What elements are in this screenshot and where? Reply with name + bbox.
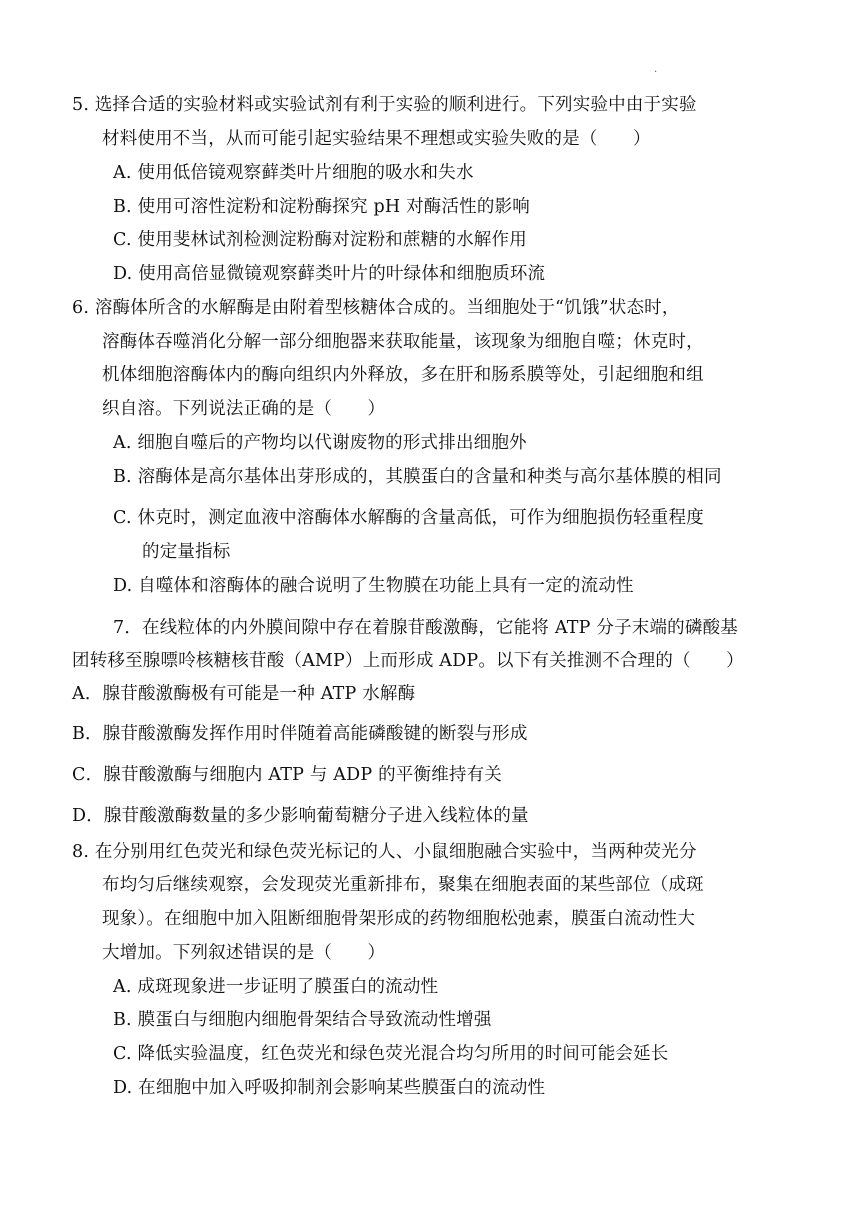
option-d: D．腺苷酸激酶数量的多少影响葡萄糖分子进入线粒体的量 — [72, 806, 529, 826]
option-c: C. 使用斐林试剂检测淀粉酶对淀粉和蔗糖的水解作用 — [113, 230, 527, 250]
option-b: B. 膜蛋白与细胞内细胞骨架结合导致流动性增强 — [113, 1010, 492, 1030]
option-d: D. 在细胞中加入呼吸抑制剂会影响某些膜蛋白的流动性 — [113, 1078, 546, 1098]
page-mark: . — [654, 64, 658, 75]
option-a: A. 成斑现象进一步证明了膜蛋白的流动性 — [113, 977, 439, 997]
option-a: A. 使用低倍镜观察藓类叶片细胞的吸水和失水 — [113, 163, 474, 183]
stem-line: 机体细胞溶酶体内的酶向组织内外释放，多在肝和肠系膜等处，引起细胞和组 — [102, 365, 704, 385]
option-c-continued: 的定量指标 — [142, 542, 231, 562]
stem-line: 大增加。下列叙述错误的是（ ） — [102, 943, 386, 963]
stem-line: 布均匀后继续观察，会发现荧光重新排布，聚集在细胞表面的某些部位（成斑 — [102, 875, 704, 895]
option-c: C．腺苷酸激酶与细胞内 ATP 与 ADP 的平衡维持有关 — [72, 765, 503, 785]
option-d: D. 使用高倍显微镜观察藓类叶片的叶绿体和细胞质环流 — [113, 264, 546, 284]
stem-line: 溶酶体吞噬消化分解一部分细胞器来获取能量，该现象为细胞自噬；休克时， — [102, 332, 704, 352]
stem-line: 团转移至腺嘌呤核糖核苷酸（AMP）上而形成 ADP。以下有关推测不合理的（ ） — [72, 651, 744, 671]
option-b: B．腺苷酸激酶发挥作用时伴随着高能磷酸键的断裂与形成 — [72, 724, 528, 744]
option-b: B. 溶酶体是高尔基体出芽形成的，其膜蛋白的含量和种类与高尔基体膜的相同 — [113, 467, 722, 487]
option-d: D. 自噬体和溶酶体的融合说明了生物膜在功能上具有一定的流动性 — [113, 576, 634, 596]
stem-line: 6. 溶酶体所含的水解酶是由附着型核糖体合成的。当细胞处于“饥饿”状态时， — [72, 298, 680, 318]
stem-line: 织自溶。下列说法正确的是（ ） — [102, 399, 386, 419]
stem-line: 5. 选择合适的实验材料或实验试剂有利于实验的顺利进行。下列实验中由于实验 — [72, 95, 697, 115]
option-c: C. 降低实验温度，红色荧光和绿色荧光混合均匀所用的时间可能会延长 — [113, 1044, 669, 1064]
stem-line: 8. 在分别用红色荧光和绿色荧光标记的人、小鼠细胞融合实验中，当两种荧光分 — [72, 842, 697, 862]
option-c: C. 休克时，测定血液中溶酶体水解酶的含量高低，可作为细胞损伤轻重程度 — [113, 508, 704, 528]
stem-line: 材料使用不当，从而可能引起实验结果不理想或实验失败的是（ ） — [102, 129, 651, 149]
stem-line: 现象）。在细胞中加入阻断细胞骨架形成的药物细胞松弛素，膜蛋白流动性大 — [102, 909, 696, 929]
option-a: A. 细胞自噬后的产物均以代谢废物的形式排出细胞外 — [113, 433, 527, 453]
option-a: A．腺苷酸激酶极有可能是一种 ATP 水解酶 — [72, 684, 416, 704]
option-b: B. 使用可溶性淀粉和淀粉酶探究 pH 对酶活性的影响 — [113, 197, 530, 217]
stem-line: 7．在线粒体的内外膜间隙中存在着腺苷酸激酶，它能将 ATP 分子末端的磷酸基 — [113, 618, 738, 638]
